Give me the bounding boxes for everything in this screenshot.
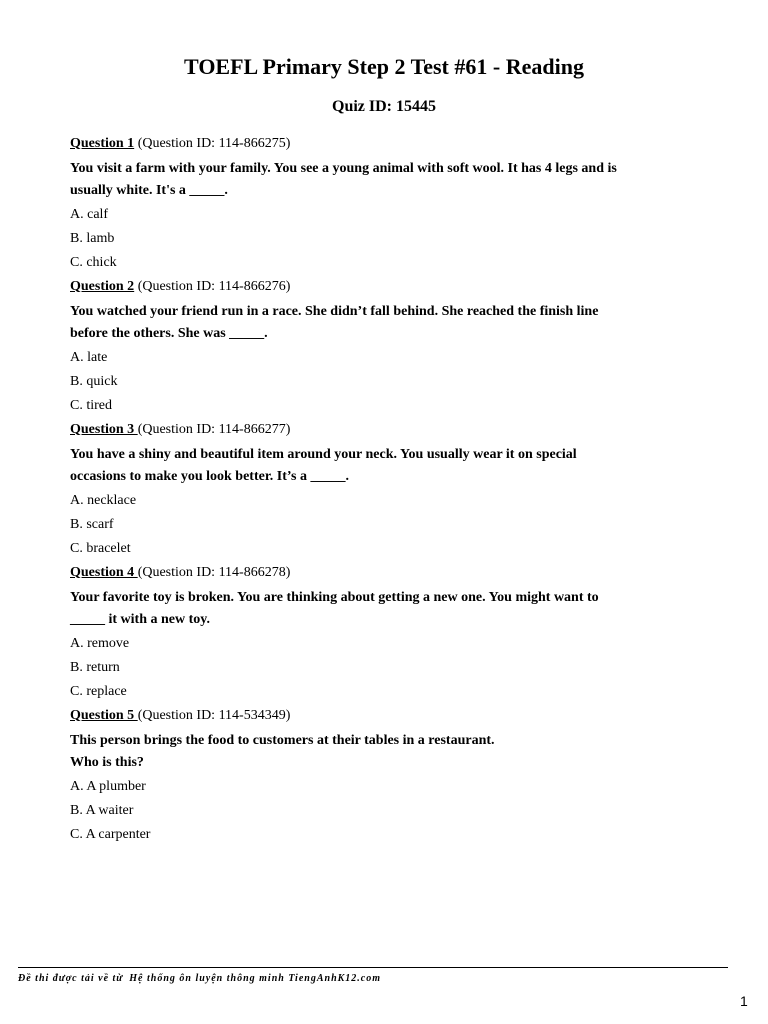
question-text-line: occasions to make you look better. It’s a _____. [70,469,349,484]
page-number: 1 [740,993,748,1009]
question-header [70,276,700,298]
question-text-line: You have a shiny and beautiful item around your neck. You usually wear it on special [70,447,577,462]
question-header [70,133,700,155]
question-header [70,562,700,584]
option-a: A. A plumber [70,779,146,794]
option-c: C. chick [70,255,117,270]
option-c: C. tired [70,398,112,413]
option-a: A. calf [70,207,109,222]
option-b: B. quick [70,374,118,389]
question-4 [70,562,700,702]
question-label: Question 4 [70,565,138,580]
question-5 [70,705,700,845]
question-1 [70,133,700,273]
question-text [70,444,700,488]
option-c: C. A carpenter [70,827,151,842]
question-id: (Question ID: 114-866276) [134,279,291,294]
question-2 [70,276,700,416]
question-label: Question 1 [70,136,135,151]
quiz-id: Quiz ID: 15445 [332,98,436,115]
question-text-line: Who is this? [70,755,144,770]
question-text-line: usually white. It's a _____. [70,183,228,198]
question-text-line: You visit a farm with your family. You see a young animal with soft wool. It has 4 legs and is [70,161,617,176]
option-b: B. scarf [70,517,114,532]
question-text-line: before the others. She was _____. [70,326,268,341]
question-text-line: Your favorite toy is broken. You are thinking about getting a new one. You might want to [70,590,599,605]
question-text [70,301,700,345]
option-c: C. replace [70,684,127,699]
question-text [70,730,700,774]
option-b: B. lamb [70,231,115,246]
footer-site: Hệ thống ôn luyện thông minh TiengAnhK12.com [129,973,382,984]
question-3 [70,419,700,559]
option-a: A. necklace [70,493,137,508]
question-text-line: You watched your friend run in a race. She didn’t fall behind. She reached the finish line [70,304,599,319]
question-list [70,133,700,848]
footer [18,972,381,986]
option-b: B. return [70,660,120,675]
option-b: B. A waiter [70,803,134,818]
option-a: A. remove [70,636,130,651]
question-text [70,587,700,631]
option-c: C. bracelet [70,541,131,556]
question-label: Question 2 [70,279,135,294]
footer-prefix: Đề thi được tải về từ [18,973,124,984]
question-label: Question 3 [70,422,138,437]
page-title: TOEFL Primary Step 2 Test #61 - Reading [184,54,584,79]
question-header [70,705,700,727]
question-id: (Question ID: 114-534349) [137,708,291,723]
question-text-line: _____ it with a new toy. [70,612,210,627]
question-id: (Question ID: 114-866277) [137,422,291,437]
question-text [70,158,700,202]
question-id: (Question ID: 114-866278) [137,565,291,580]
option-a: A. late [70,350,108,365]
question-text-line: This person brings the food to customers at their tables in a restaurant. [70,733,495,748]
question-id: (Question ID: 114-866275) [134,136,291,151]
question-label: Question 5 [70,708,138,723]
question-header [70,419,700,441]
footer-divider [18,967,728,968]
